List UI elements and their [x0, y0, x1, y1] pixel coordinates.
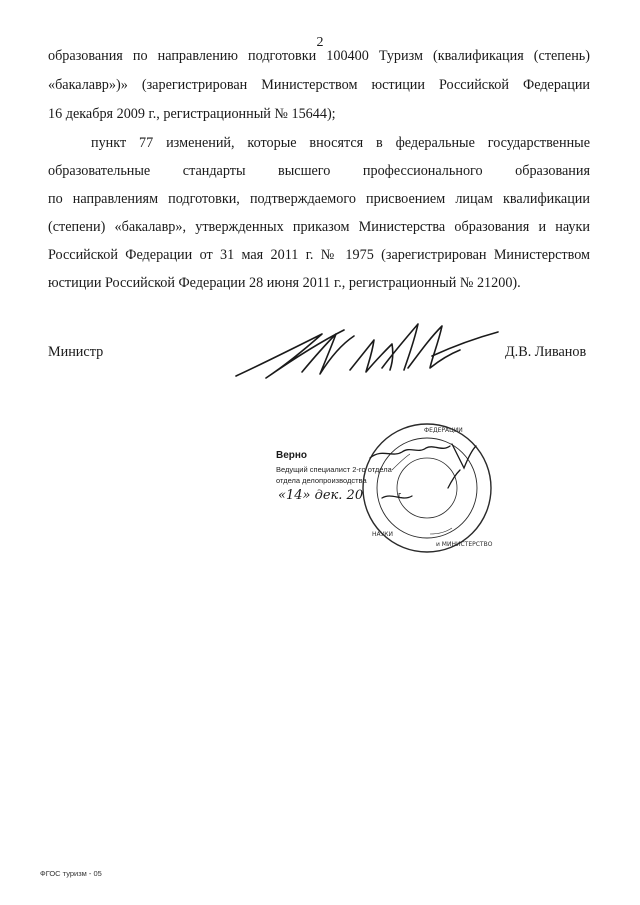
paragraph1-line: «бакалавр»)» (зарегистрирован Министерством юстиции Российской Федерации: [48, 77, 590, 93]
paragraph2-line: по направлениям подготовки, подтверждаемого присвоением лицам квалификации: [48, 191, 590, 207]
certification-block: [258, 418, 518, 558]
paragraph1-line: образования по направлению подготовки 100400 Туризм (квалификация (степень): [48, 48, 590, 64]
certification-verno: Верно: [276, 450, 308, 461]
paragraph2-line: образовательные стандарты высшего профессионального образования: [48, 163, 590, 179]
svg-text:ФЕДЕРАЦИИ: ФЕДЕРАЦИИ: [424, 427, 463, 434]
page-number: 2: [316, 35, 324, 50]
footer-label: ФГОС туризм - 05: [40, 869, 102, 878]
svg-text:и МИНИСТЕРСТВО: и МИНИСТЕРСТВО: [436, 541, 493, 548]
paragraph2-line: пункт 77 изменений, которые вносятся в федеральные государственные: [91, 135, 590, 151]
certification-date: «14» дек. 20: [278, 488, 364, 503]
paragraph2-line: Российской Федерации от 31 мая 2011 г. № 1975 (зарегистрирован Министерством: [48, 247, 590, 263]
paragraph2-line: юстиции Российской Федерации 28 июня 2011 г., регистрационный № 21200).: [48, 275, 521, 291]
certification-position: Ведущий специалист 2-го отдела: [276, 465, 392, 474]
certification-year-suffix: г.: [398, 490, 403, 500]
paragraph2-line: (степени) «бакалавр», утвержденных приказом Министерства образования и науки: [48, 219, 590, 235]
svg-text:НАУКИ: НАУКИ: [372, 531, 394, 538]
signatory-position: Министр: [48, 344, 104, 360]
certification-department: отдела делопроизводства: [276, 476, 367, 485]
signatory-name: Д.В. Ливанов: [505, 344, 587, 360]
round-seal-stamp: [352, 418, 502, 558]
handwritten-signature: [232, 316, 502, 386]
paragraph1-line: 16 декабря 2009 г., регистрационный № 15644);: [48, 106, 336, 122]
